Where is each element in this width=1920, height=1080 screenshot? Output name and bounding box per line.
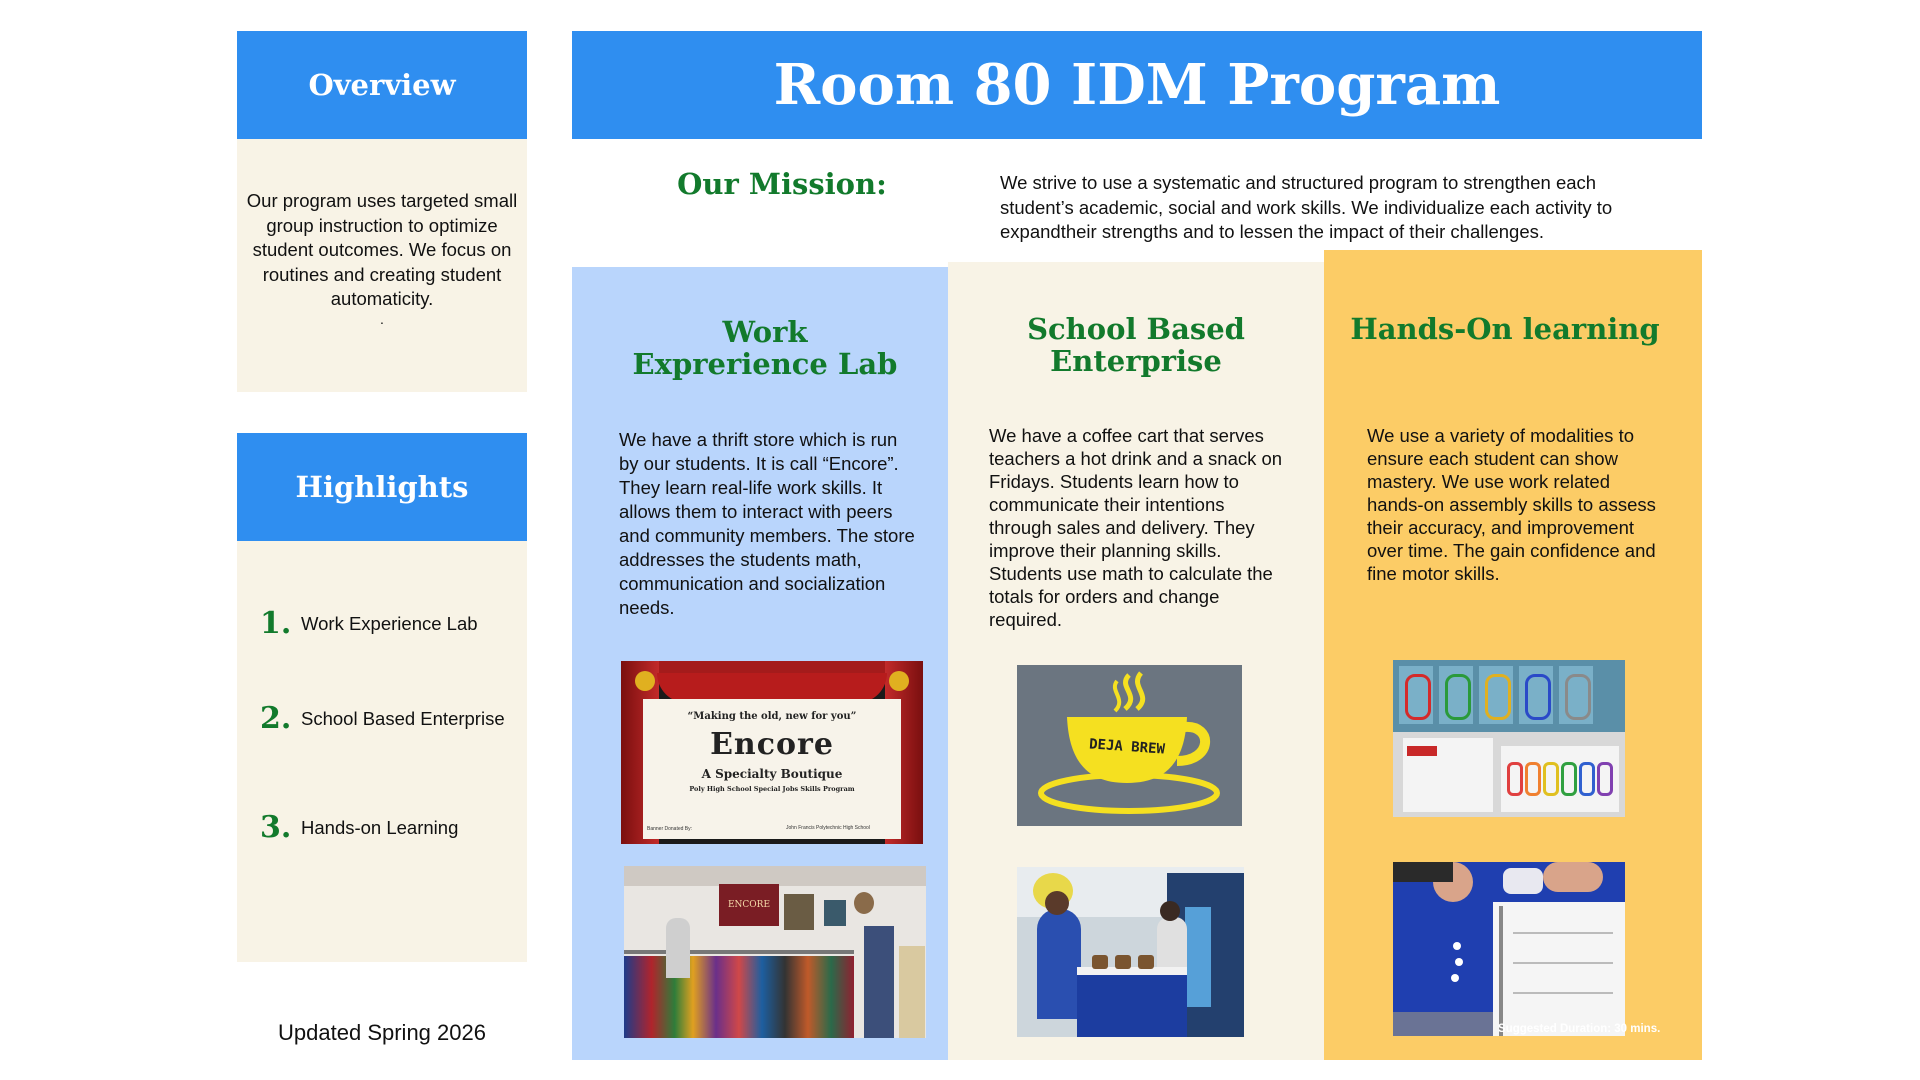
coffee-cart-photo (1017, 867, 1244, 1037)
overview-title: Overview (308, 68, 456, 102)
encore-slogan: “Making the old, new for you” (687, 711, 857, 722)
overview-text: Our program uses targeted small group instruction to optimize student outcomes. We focus on routines and creating student automaticity. (246, 190, 518, 309)
mission-text: We strive to use a systematic and structured program to strengthen each student’s academic, social and work skills. We individualize each activity to expandtheir strengths and to lessen the impact of their challenges. (1000, 172, 1613, 242)
store-sign: ENCORE (727, 900, 771, 910)
highlight-label: Work Experience Lab (301, 613, 478, 634)
deja-brew-text: DEJA BREW (1088, 736, 1166, 758)
highlight-number: 2. (260, 701, 292, 736)
school-enterprise-title: School Based Enterprise (1027, 312, 1245, 378)
highlight-label: School Based Enterprise (301, 708, 505, 729)
overview-dot: . (380, 311, 384, 327)
highlight-number: 1. (260, 606, 292, 641)
masks-icon (889, 671, 909, 691)
hands-on-text: We use a variety of modalities to ensure each student can show mastery. We use work related hands-on assembly skills to assess their accuracy, and improvement over time. The gain confidence and fine motor skills. (1367, 425, 1656, 584)
highlight-number: 3. (260, 810, 292, 845)
work-experience-text: We have a thrift store which is run by our students. It is call “Encore”. They learn real-life work skills. It allows them to interact with peers and community members. The store addresses the students math, communication and socialization needs. (619, 429, 915, 618)
highlights-panel (237, 541, 527, 962)
encore-subtitle: A Specialty Boutique (701, 767, 843, 781)
encore-sign-photo (621, 661, 923, 844)
encore-name: Encore (710, 727, 834, 762)
store-interior-photo (624, 866, 926, 1038)
masks-icon (635, 671, 655, 691)
main-header (572, 31, 1702, 139)
encore-school-short: John Francis Polytechnic High School (786, 825, 870, 831)
highlights-header (237, 433, 527, 541)
updated-note: Updated Spring 2026 (278, 1020, 486, 1045)
overview-panel (237, 139, 527, 392)
paperclip-sorting-photo (1393, 660, 1625, 817)
hands-on-title: Hands-On learning (1350, 312, 1660, 346)
highlights-title: Highlights (295, 470, 469, 504)
assembly-worksheet-photo (1393, 862, 1625, 1036)
mission-label: Our Mission: (677, 167, 887, 201)
deja-brew-logo (1017, 665, 1242, 826)
encore-school: Poly High School Special Jobs Skills Program (689, 785, 855, 793)
highlight-label: Hands-on Learning (301, 817, 459, 838)
suggested-duration: Suggested Duration: 30 mins. (1498, 1023, 1661, 1035)
page-title: Room 80 IDM Program (773, 52, 1501, 118)
encore-donated: Banner Donated By: (647, 826, 693, 832)
overview-header (237, 31, 527, 139)
school-enterprise-text: We have a coffee cart that serves teachers a hot drink and a snack on Fridays. Students learn how to communicate their intentions through sales and delivery. They improve their planning skills. Students use math to calculate the totals for orders and change required. (989, 425, 1283, 630)
work-experience-title: Work Exprerience Lab (632, 315, 898, 381)
